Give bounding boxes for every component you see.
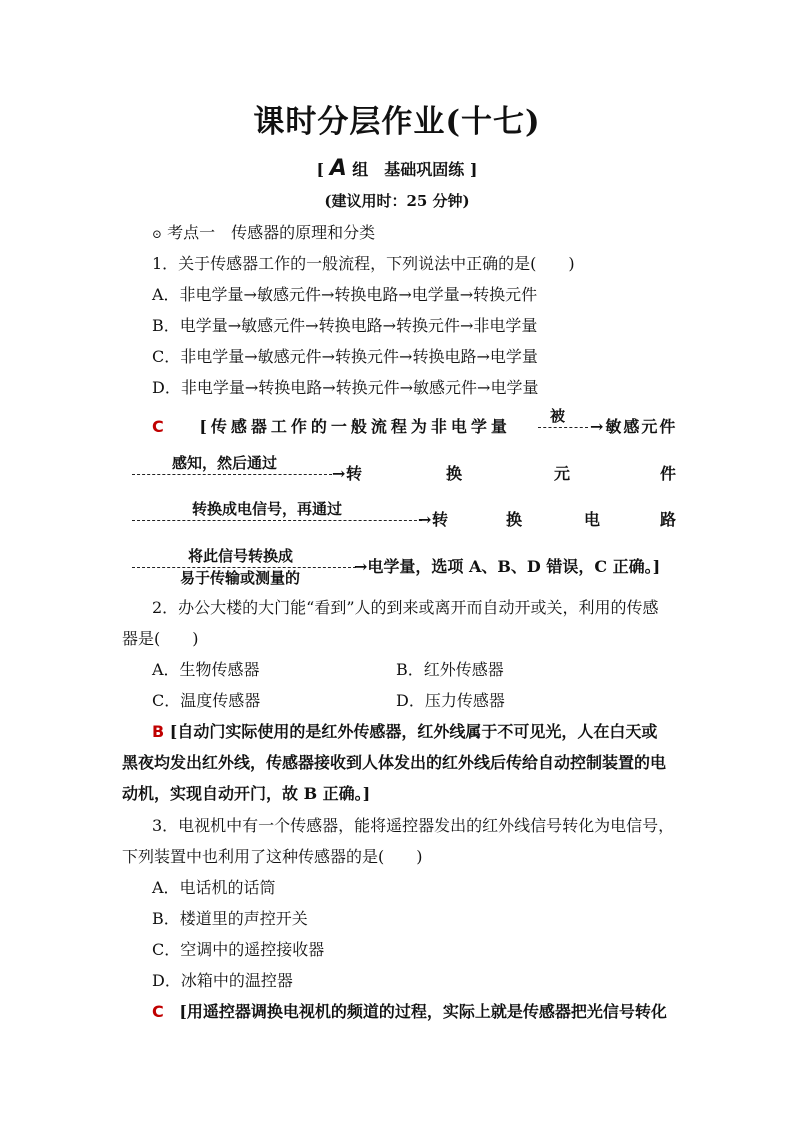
q3-answer: C bbox=[152, 1002, 164, 1021]
page-title: 课时分层作业(十七) bbox=[253, 104, 541, 140]
q2-stem-l2: 器是( ) bbox=[122, 629, 199, 648]
q1-arrow-line-1 bbox=[538, 427, 588, 428]
q1-over-1: 被 bbox=[550, 407, 566, 425]
q1-exp-text1: [传感器工作的一般流程为非电学量 bbox=[199, 417, 511, 436]
q3-option-a: A．电话机的话筒 bbox=[152, 878, 276, 897]
q1-w-zhuan2: 转 bbox=[432, 510, 449, 529]
q2-option-c: C．温度传感器 bbox=[152, 691, 261, 710]
bracket-close: ] bbox=[469, 160, 478, 179]
q2-exp-l1 bbox=[152, 721, 657, 743]
q2-option-b: B．红外传感器 bbox=[396, 660, 504, 679]
q1-arrow-2: → bbox=[332, 464, 346, 483]
q1-w-lu: 路 bbox=[660, 510, 677, 529]
q2-answer: B bbox=[152, 722, 165, 741]
q2-exp-l2: 黑夜均发出红外线，传感器接收到人体发出的红外线后传给自动控制装置的电 bbox=[122, 753, 667, 772]
point-heading bbox=[152, 222, 375, 245]
q2-option-a: A．生物传感器 bbox=[152, 660, 260, 679]
q3-option-c: C．空调中的遥控接收器 bbox=[152, 940, 325, 959]
q2-exp-l3: 动机，实现自动开门，故 B 正确。] bbox=[122, 784, 371, 803]
point-icon: ⊙ bbox=[152, 227, 163, 241]
q2-exp-text1: [自动门实际使用的是红外传感器，红外线属于不可见光，人在白天或 bbox=[169, 722, 658, 741]
q1-over-4a: 将此信号转换成 bbox=[188, 547, 294, 565]
group-heading bbox=[0, 156, 794, 181]
group-text: 组 基础巩固练 bbox=[352, 160, 465, 179]
group-letter: A bbox=[329, 156, 347, 181]
q1-exp-end4: →电学量，选项 A、B、D 错误，C 正确。] bbox=[354, 557, 661, 576]
q1-over-4b: 易于传输或测量的 bbox=[180, 569, 301, 587]
q1-w-huan: 换 bbox=[446, 464, 463, 483]
q1-w-dian: 电 bbox=[584, 510, 601, 529]
q3-option-d: D．冰箱中的温控器 bbox=[152, 971, 293, 990]
q2-option-d: D．压力传感器 bbox=[396, 691, 505, 710]
q1-arrow-line-2 bbox=[132, 474, 332, 475]
q3-option-b: B．楼道里的声控开关 bbox=[152, 909, 308, 928]
q1-answer: C bbox=[152, 417, 168, 436]
point-text: 考点一 传感器的原理和分类 bbox=[167, 223, 376, 242]
q1-w-jian: 件 bbox=[660, 464, 677, 483]
q1-option-b: B．电学量→敏感元件→转换电路→转换元件→非电学量 bbox=[152, 316, 538, 335]
bracket-open: [ bbox=[316, 160, 325, 179]
q1-over-3: 转换成电信号，再通过 bbox=[192, 500, 343, 518]
q1-w-huan2: 换 bbox=[506, 510, 523, 529]
q1-option-a: A．非电学量→敏感元件→转换电路→电学量→转换元件 bbox=[152, 285, 538, 304]
q1-arrow-line-4 bbox=[132, 567, 356, 568]
q3-exp-l1 bbox=[152, 1001, 667, 1023]
q1-arrow-line-3 bbox=[132, 520, 422, 521]
q3-stem-l1: 3．电视机中有一个传感器，能将遥控器发出的红外线信号转化为电信号， bbox=[152, 816, 675, 835]
q1-w-zhuan: 转 bbox=[346, 464, 363, 483]
q1-over-2: 感知，然后通过 bbox=[172, 454, 278, 472]
q1-option-d: D．非电学量→转换电路→转换元件→敏感元件→电学量 bbox=[152, 378, 539, 397]
q1-exp-end1: →敏感元件 bbox=[590, 417, 678, 436]
q1-option-c: C．非电学量→敏感元件→转换元件→转换电路→电学量 bbox=[152, 347, 538, 366]
q2-stem-l1: 2．办公大楼的大门能“看到”人的到来或离开而自动开或关，利用的传感 bbox=[152, 598, 659, 617]
q3-stem-l2: 下列装置中也利用了这种传感器的是( ) bbox=[122, 847, 423, 866]
q1-stem: 1．关于传感器工作的一般流程，下列说法中正确的是( ) bbox=[152, 254, 575, 273]
suggested-time: (建议用时：25 分钟) bbox=[324, 192, 470, 210]
q1-exp-line1 bbox=[152, 416, 511, 438]
q3-exp-text1: [用遥控器调换电视机的频道的过程，实际上就是传感器把光信号转化 bbox=[179, 1002, 667, 1021]
q1-arrow-3: → bbox=[418, 510, 432, 529]
q1-w-yuan: 元 bbox=[554, 464, 571, 483]
